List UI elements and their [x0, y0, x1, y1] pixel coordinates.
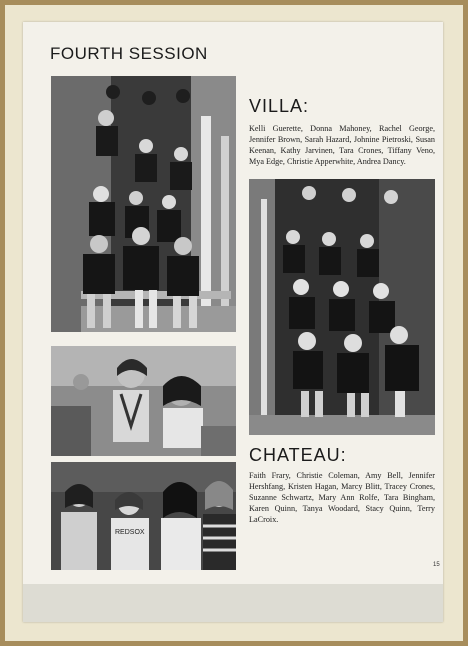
villa-heading: VILLA: — [249, 96, 310, 116]
yearbook-page — [23, 22, 443, 622]
page-bottom-strip — [23, 584, 443, 622]
redsox-shirt-text: REDSOX — [115, 529, 145, 536]
villa-group-photo-stairs — [51, 76, 236, 332]
page-number: 15 — [433, 562, 440, 568]
page-title: FOURTH SESSION — [50, 44, 208, 63]
chateau-heading: CHATEAU: — [249, 445, 347, 465]
chateau-campers-photo — [51, 462, 236, 570]
candid-campers-photo — [51, 346, 236, 456]
chateau-names: Faith Frary, Christie Coleman, Amy Bell, Jennifer Hershfang, Kristen Hagan, Marcy Blitt, Tracey Crones, Suzanne Schwartz, Mary Ann Rolfe, Tara Bingham, Karen Quinn, Tanya Woodard, Stacy Quinn, Terry LaCroix. — [249, 471, 435, 524]
villa-names: Kelli Guerette, Donna Mahoney, Rachel George, Jennifer Brown, Sarah Hazard, Johnine Pietroski, Susan Keenan, Kathy Jarvinen, Tara Crones, Tiffany Veno, Mya Edge, Christie Apperwhite, Andrea Dancy. — [249, 124, 435, 166]
villa-group-photo-porch — [249, 179, 435, 435]
